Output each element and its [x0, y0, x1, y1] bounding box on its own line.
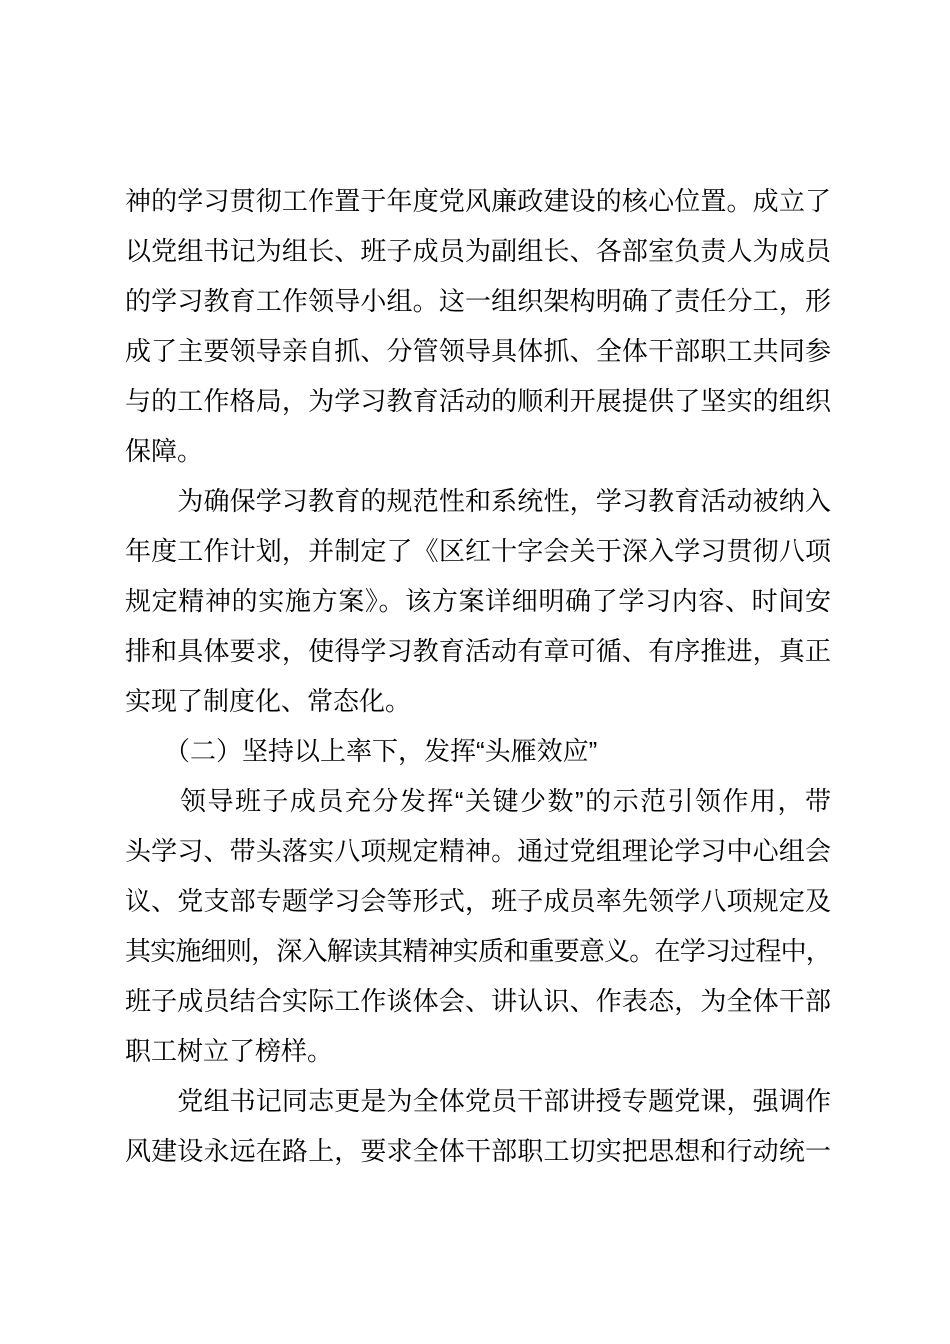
text-line: 神的学习贯彻工作置于年度党风廉政建设的核心位置。成立了 [125, 186, 831, 216]
text-line: 领导班子成员充分发挥“关键少数”的示范引领作用，带 [125, 786, 831, 816]
text-line: 实现了制度化、常态化。 [125, 686, 412, 716]
text-line: 党组书记同志更是为全体党员干部讲授专题党课，强调作 [125, 1086, 831, 1116]
text-line: 保障。 [125, 436, 204, 466]
text-line: 为确保学习教育的规范性和系统性，学习教育活动被纳入 [125, 486, 831, 516]
text-line: 班子成员结合实际工作谈体会、讲认识、作表态，为全体干部 [125, 986, 831, 1016]
text-line: 风建设永远在路上，要求全体干部职工切实把思想和行动统一 [125, 1136, 831, 1166]
section-heading: （二）坚持以上率下，发挥“头雁效应” [125, 736, 598, 766]
text-block [125, 176, 831, 1176]
text-line: 头学习、带头落实八项规定精神。通过党组理论学习中心组会 [125, 836, 831, 866]
text-line: 规定精神的实施方案》。该方案详细明确了学习内容、时间安 [125, 586, 831, 616]
text-line: 与的工作格局，为学习教育活动的顺利开展提供了坚实的组织 [125, 386, 831, 416]
text-line: 以党组书记为组长、班子成员为副组长、各部室负责人为成员 [125, 236, 831, 266]
text-line: 排和具体要求，使得学习教育活动有章可循、有序推进，真正 [125, 636, 831, 666]
text-line: 议、党支部专题学习会等形式，班子成员率先领学八项规定及 [125, 886, 831, 916]
text-line: 年度工作计划，并制定了《区红十字会关于深入学习贯彻八项 [125, 536, 831, 566]
text-line: 职工树立了榜样。 [125, 1036, 334, 1066]
text-line: 成了主要领导亲自抓、分管领导具体抓、全体干部职工共同参 [125, 336, 831, 366]
text-line: 的学习教育工作领导小组。这一组织架构明确了责任分工，形 [125, 286, 831, 316]
text-line: 其实施细则，深入解读其精神实质和重要意义。在学习过程中， [125, 936, 831, 966]
